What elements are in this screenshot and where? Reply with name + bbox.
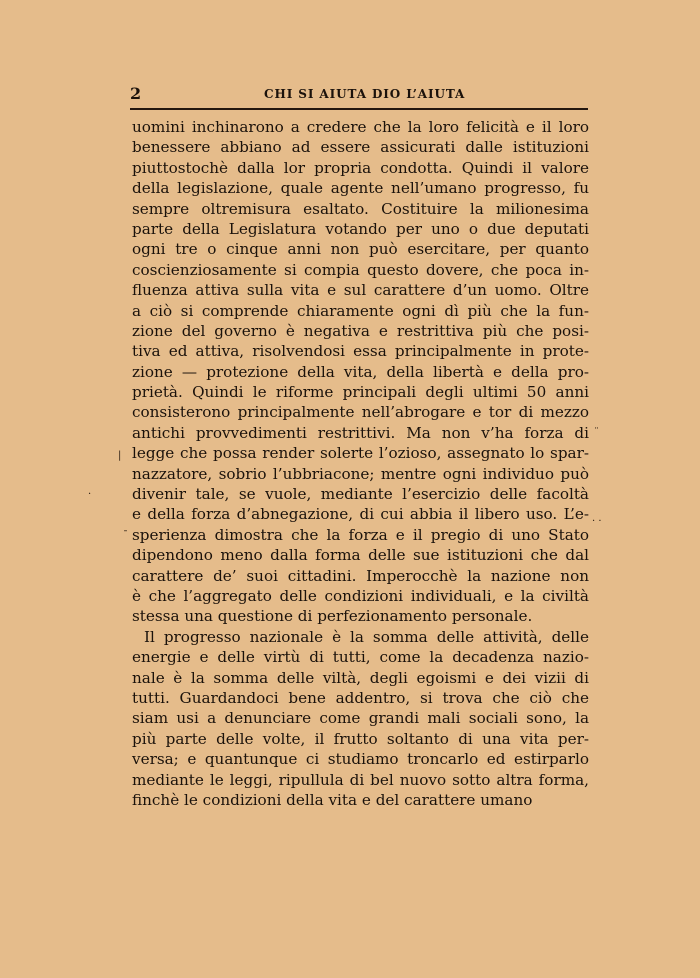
text-line: mediante le leggi, ripullula di bel nuovo sotto altra forma, — [132, 770, 589, 789]
text-line: carattere de’ suoi cittadini. Imperocchè la nazione non — [132, 566, 589, 585]
text-line: coscienziosamente si compia questo dovere, che poca in- — [132, 260, 589, 279]
text-line: nazzatore, sobrio l’ubbriacone; mentre ogni individuo può — [132, 464, 589, 483]
paragraph-end-line: stessa una questione di perfezionamento personale. — [132, 607, 533, 626]
text-line: più parte delle volte, il frutto soltanto di una vita per- — [132, 729, 589, 748]
text-line: a ciò si comprende chiaramente ogni dì più che la fun- — [132, 301, 589, 320]
running-title: CHI SI AIUTA DIO L’AIUTA — [264, 87, 466, 101]
text-line: nale è la somma delle viltà, degli egoismi e dei vizii di — [132, 668, 589, 687]
text-line: siam usi a denunciare come grandi mali sociali sono, la — [132, 709, 589, 728]
text-line: legge che possa render solerte l’ozioso, assegnato lo spar- — [132, 444, 589, 463]
text-line: tutti. Guardandoci bene addentro, si trova che ciò che — [132, 688, 589, 707]
text-line: e della forza d’abnegazione, di cui abbia il libero uso. L’e- — [132, 505, 589, 524]
page-header — [130, 84, 590, 104]
text-line: sempre oltremisura esaltato. Costituire la milionesima — [132, 199, 589, 218]
text-line: sperienza dimostra che la forza e il pregio di uno Stato — [132, 525, 589, 544]
text-line: prietà. Quindi le riforme principali degli ultimi 50 anni — [132, 383, 589, 402]
text-line: parte della Legislatura votando per uno o due deputati — [132, 219, 589, 238]
text-line: dipendono meno dalla forma delle sue istituzioni che dal — [132, 546, 589, 565]
print-speck: | — [118, 450, 122, 461]
text-line: versa; e quantunque ci studiamo troncarlo ed estirparlo — [132, 750, 589, 769]
print-speck: ¨ — [594, 427, 599, 438]
text-line: consisterono principalmente nell’abrogare e tor di mezzo — [132, 403, 589, 422]
paragraph-start-line: Il progresso nazionale è la somma delle attività, delle — [144, 627, 589, 646]
print-speck: · · — [592, 516, 602, 527]
text-line: divenir tale, se vuole, mediante l’esercizio delle facoltà — [132, 485, 589, 504]
text-line: uomini inchinarono a credere che la loro felicità e il loro — [132, 118, 589, 136]
text-line: zione del governo è negativa e restrittiva più che posi- — [132, 321, 589, 340]
text-line: zione — protezione della vita, della libertà e della pro- — [132, 362, 589, 381]
text-line: benessere abbiano ad essere assicurati dalle istituzioni — [132, 138, 589, 157]
text-line: piuttostochè dalla lor propria condotta. Quindi il valore — [132, 158, 589, 177]
text-line: tiva ed attiva, risolvendosi essa principalmente in prote- — [132, 342, 589, 361]
text-line: è che l’aggregato delle condizioni individuali, e la civiltà — [132, 586, 589, 605]
page-number: 2 — [130, 84, 142, 103]
text-line: ogni tre o cinque anni non può esercitare, per quanto — [132, 240, 589, 259]
print-speck: ¯ — [123, 530, 128, 541]
text-line: fluenza attiva sulla vita e sul carattere d’un uomo. Oltre — [132, 281, 589, 300]
text-line: della legislazione, quale agente nell’umano progresso, fu — [132, 179, 589, 198]
print-speck: · — [88, 489, 92, 500]
text-line: antichi provvedimenti restrittivi. Ma non v’ha forza di — [132, 423, 589, 442]
text-line: finchè le condizioni della vita e del carattere umano — [132, 790, 533, 809]
page-body-text — [132, 117, 589, 810]
header-rule — [130, 108, 588, 110]
text-line: energie e delle virtù di tutti, come la decadenza nazio- — [132, 648, 589, 667]
